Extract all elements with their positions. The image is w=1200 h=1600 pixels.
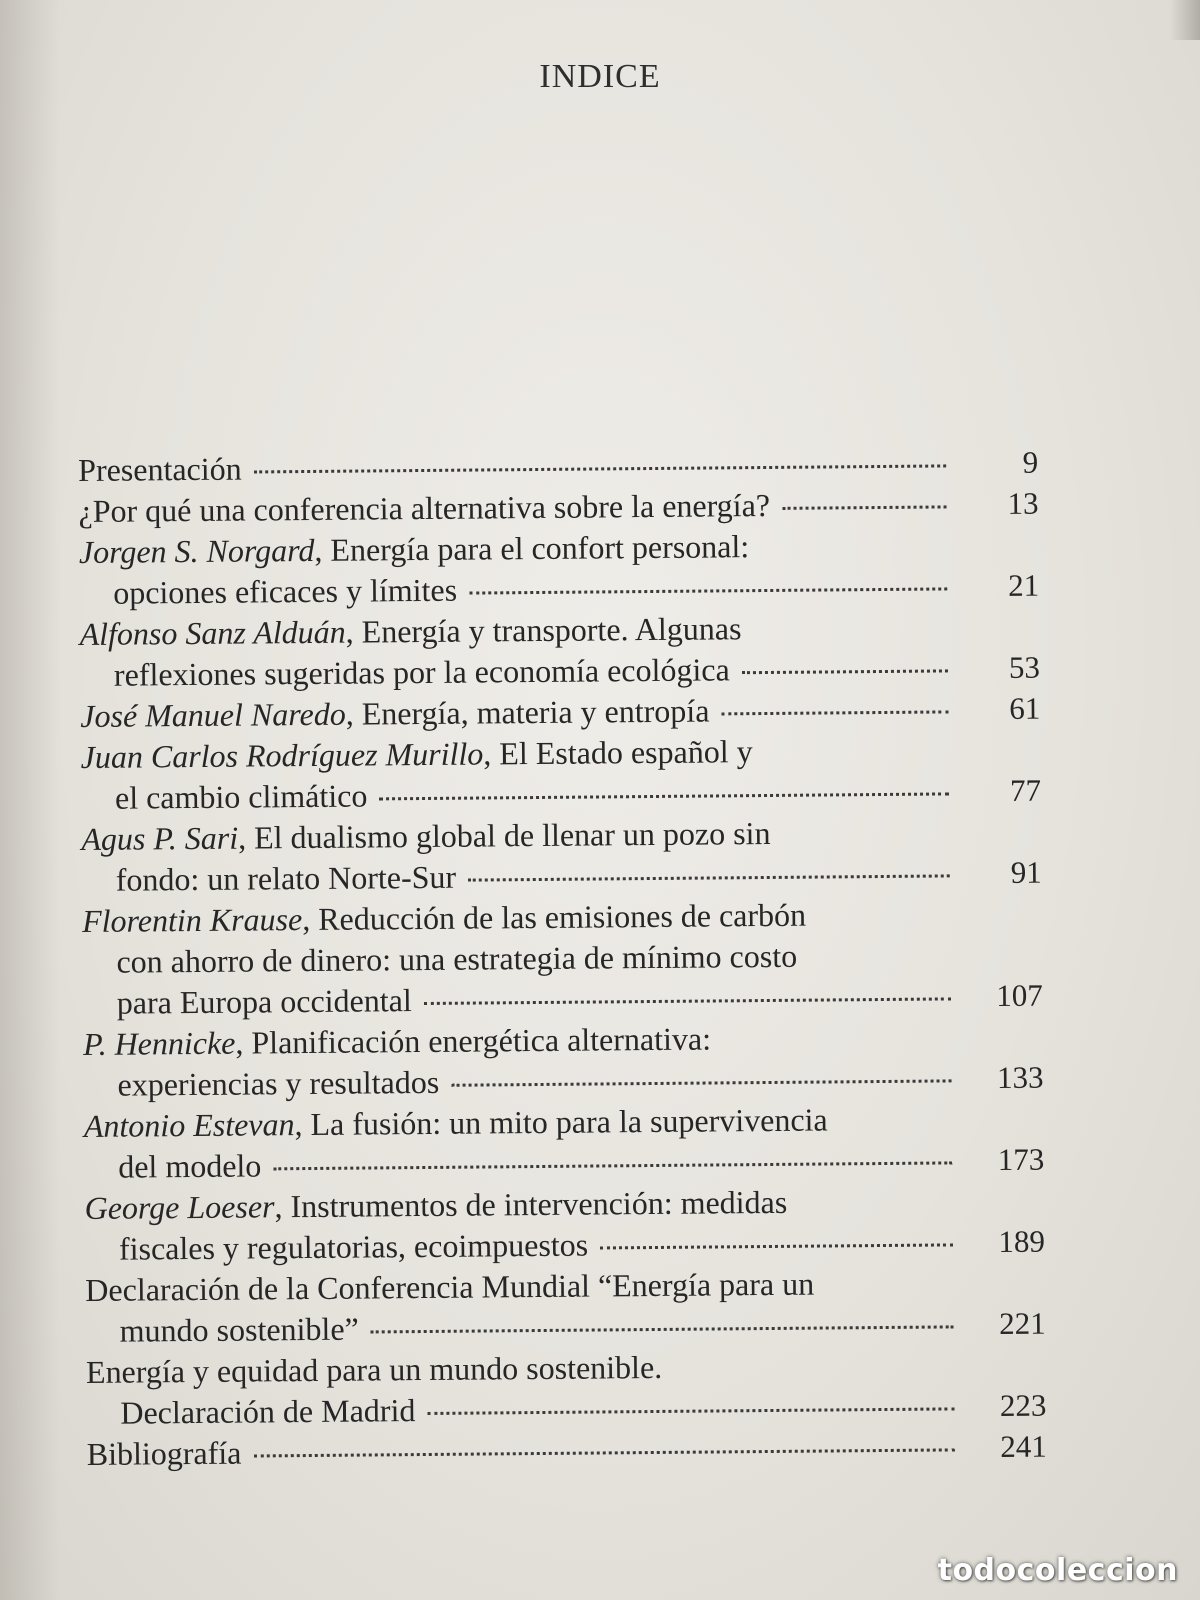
toc-title-text: Declaración de Madrid: [120, 1392, 416, 1431]
toc-page-number: 61: [1009, 690, 1041, 726]
dot-leader: [600, 1243, 953, 1249]
dot-leader: [451, 1079, 951, 1086]
toc-page-number: 53: [1008, 649, 1041, 685]
toc-entry-text: [79, 606, 954, 696]
dot-leader: [379, 792, 949, 800]
toc-title-text: , La fusión: un mito para la supervivencia: [294, 1101, 828, 1143]
toc-title-text: para Europa occidental: [116, 982, 412, 1021]
page-shadow: [0, 0, 60, 1600]
toc-title-text: mundo sostenible”: [119, 1310, 359, 1349]
toc-page-number: 91: [1010, 854, 1042, 890]
toc-entry: [84, 1180, 1045, 1270]
dot-leader: [469, 587, 947, 594]
toc-page-number: 9: [1022, 444, 1039, 480]
toc-entry-text: [84, 1180, 959, 1270]
dot-leader: [427, 1407, 954, 1415]
toc-title-text: ¿Por qué una conferencia alternativa sobre la energía?: [78, 486, 771, 529]
toc-entry-text: [84, 1098, 959, 1188]
toc-entry: [83, 1016, 1044, 1106]
toc-author: Agus P. Sari: [81, 819, 239, 857]
toc-entry: [85, 1262, 1046, 1352]
toc-title-text: Declaración de la Conferencia Mundial “Energía para un: [85, 1265, 815, 1308]
toc-title-text: experiencias y resultados: [117, 1063, 440, 1103]
toc-page-number: 173: [997, 1141, 1045, 1178]
dot-leader: [371, 1325, 954, 1333]
toc-author: Florentin Krause: [81, 901, 303, 939]
toc-entry: [84, 1098, 1045, 1188]
toc-author: Antonio Estevan: [83, 1106, 295, 1144]
toc-entry: [81, 729, 1042, 819]
toc-title-text: , El dualismo global de llenar un pozo sin: [237, 814, 771, 856]
toc-author: José Manuel Naredo: [80, 695, 346, 734]
toc-title-text: , El Estado español y: [483, 733, 753, 772]
toc-author: Juan Carlos Rodríguez Murillo: [80, 735, 484, 775]
toc-title-text: opciones eficaces y límites: [113, 571, 458, 611]
toc-entry-text: [82, 893, 957, 1024]
dot-leader: [468, 874, 950, 881]
toc-entry-text: [85, 1262, 960, 1352]
dot-leader: [254, 464, 946, 473]
toc-title-text: el cambio climático: [114, 777, 368, 816]
toc-line: [87, 1426, 961, 1475]
toc-title-text: Bibliografía: [86, 1434, 242, 1472]
toc-title-text: Energía y equidad para un mundo sostenible.: [85, 1348, 663, 1390]
dot-leader: [742, 669, 948, 674]
toc-title-text: , Instrumentos de intervención: medidas: [274, 1183, 788, 1225]
toc-page-number: 189: [998, 1223, 1046, 1259]
toc-page-number: 13: [1007, 485, 1039, 521]
page-title: INDICE: [539, 58, 661, 95]
toc-page-number: 221: [999, 1305, 1046, 1341]
toc-page-number: 241: [1000, 1428, 1047, 1464]
toc-author: George Loeser: [84, 1188, 275, 1226]
dot-leader: [273, 1161, 952, 1170]
toc-page-number: 223: [999, 1387, 1047, 1423]
toc-title-text: fiscales y regulatorias, ecoimpuestos: [118, 1226, 589, 1267]
watermark-logo: todocoleccion: [937, 1553, 1178, 1588]
toc-title-text: , Energía y transporte. Algunas: [345, 610, 742, 650]
dot-leader: [253, 1448, 954, 1457]
toc-title-text: , Energía para el confort personal:: [314, 528, 750, 568]
toc-title-text: con ahorro de dinero: una estrategia de mínimo costo: [116, 937, 798, 980]
toc-title-text: fondo: un relato Norte-Sur: [115, 858, 457, 898]
toc-entry-text: [81, 811, 956, 901]
toc-entry-text: [79, 524, 954, 614]
toc-line: [84, 1098, 958, 1147]
toc-author: Alfonso Sanz Alduán: [79, 613, 346, 652]
toc-entry-text: [86, 1344, 961, 1434]
toc-entry: [81, 811, 1042, 901]
toc-title-text: , Reducción de las emisiones de carbón: [302, 896, 807, 938]
toc-author: Jorgen S. Norgard: [78, 531, 315, 570]
toc-page-number: 107: [996, 977, 1043, 1014]
page-edge: [1170, 0, 1200, 40]
toc-entry: [87, 1426, 1047, 1475]
toc-author: P. Hennicke: [83, 1024, 236, 1062]
toc-entry-text: [87, 1426, 961, 1475]
toc-entry-text: [81, 729, 956, 819]
toc-page-number: 77: [1009, 772, 1042, 808]
table-of-contents: [78, 442, 1047, 1475]
toc-page-number: 133: [996, 1059, 1044, 1096]
toc-title-text: del modelo: [118, 1147, 262, 1185]
toc-title-text: , Planificación energética alternativa:: [235, 1020, 712, 1061]
toc-title-text: Presentación: [78, 450, 242, 488]
toc-title-text: reflexiones sugeridas por la economía ecológica: [113, 651, 730, 693]
toc-entry: [86, 1344, 1047, 1434]
toc-entry: [79, 606, 1040, 696]
dot-leader: [782, 505, 947, 509]
toc-title-text: , Energía, materia y entropía: [345, 692, 710, 732]
toc-entry-text: [83, 1016, 958, 1106]
dot-leader: [424, 997, 951, 1005]
toc-entry: [79, 524, 1040, 614]
toc-page-number: 21: [1008, 567, 1040, 603]
dot-leader: [721, 710, 948, 715]
toc-entry: [82, 893, 1043, 1024]
